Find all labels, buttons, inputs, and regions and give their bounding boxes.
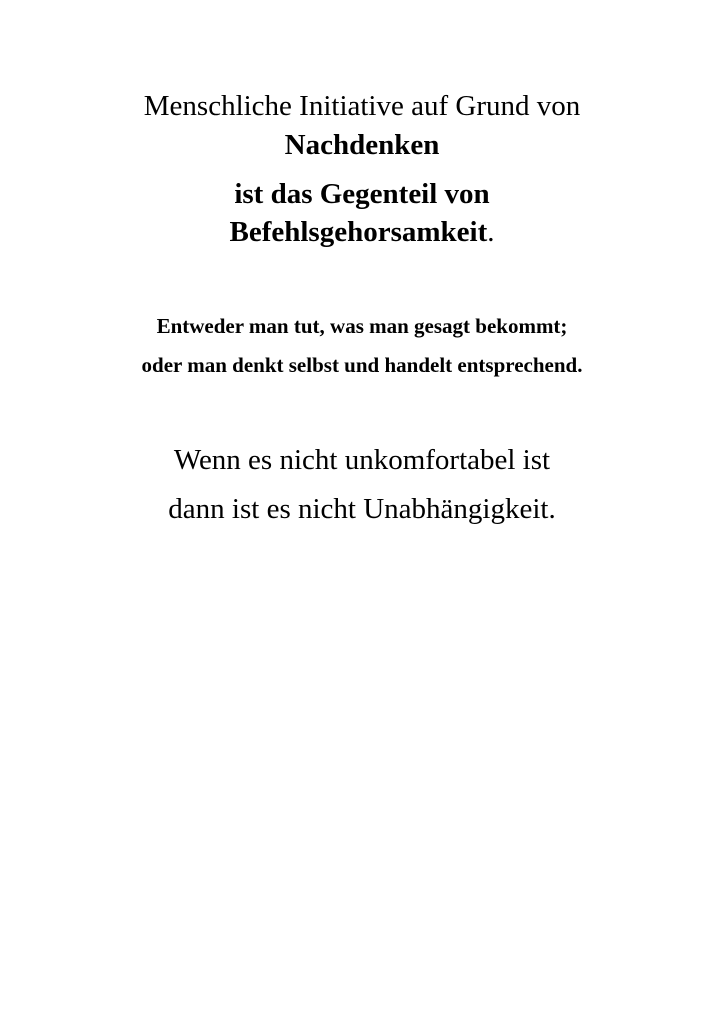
quote-line-4 [0,218,724,247]
quote-line-3: ist das Gegenteil von [234,178,490,210]
statement-line-2: oder man denkt selbst und handelt entsprechend. [141,353,583,377]
quote-line-4-end: . [487,216,495,248]
closing-line-1: Wenn es nicht unkomfortabel ist [173,444,551,476]
closing-line-2: dann ist es nicht Unabhängigkeit. [168,493,556,525]
statement-line-1: Entweder man tut, was man gesagt bekommt; [156,314,568,338]
quote-line-1: Menschliche Initiative auf Grund von [143,90,581,122]
quote-line-4-bold: Befehlsgehorsamkeit [229,216,488,248]
quote-line-2: Nachdenken [284,129,440,161]
